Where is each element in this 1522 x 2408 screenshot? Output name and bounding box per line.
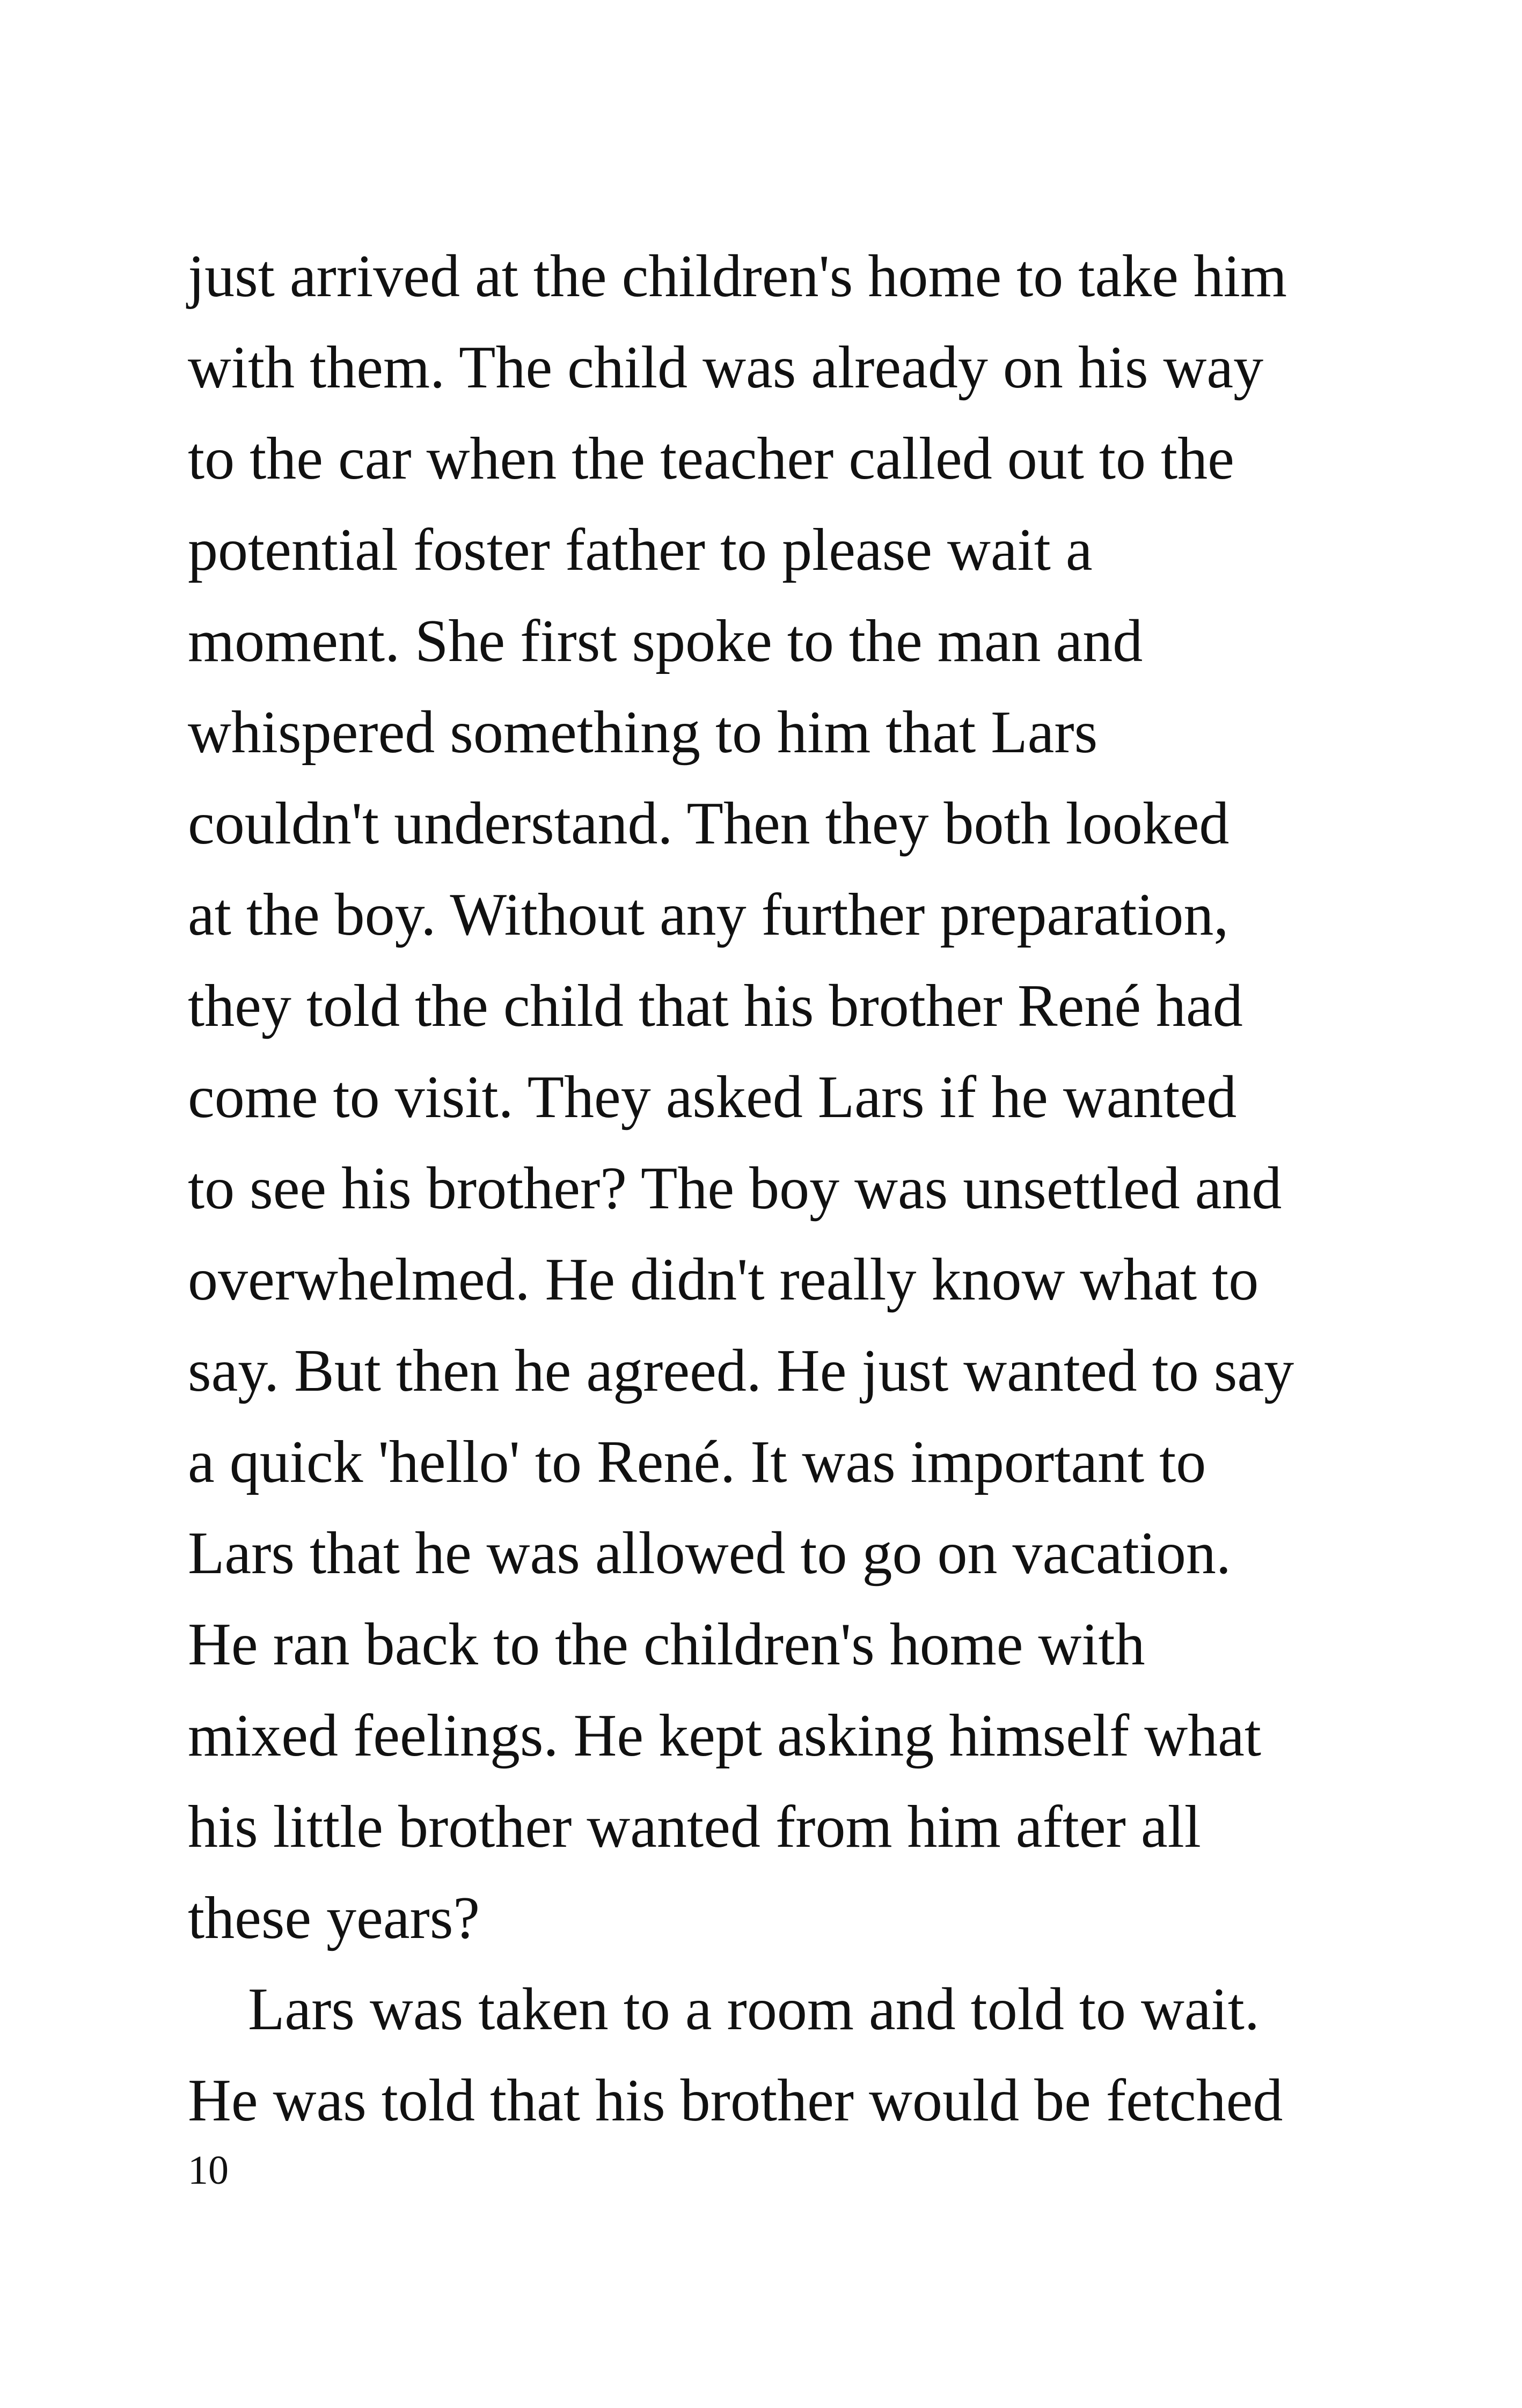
- text-line: these years?: [188, 1885, 480, 1951]
- page-number: 10: [188, 2148, 229, 2193]
- paragraph-start-line: Lars was taken to a room and told to wait.: [248, 1976, 1260, 2043]
- text-line: they told the child that his brother René had: [188, 973, 1243, 1039]
- text-line: whispered something to him that Lars: [188, 699, 1098, 766]
- text-line: to see his brother? The boy was unsettled and: [188, 1155, 1282, 1222]
- text-line: say. But then he agreed. He just wanted to say: [188, 1338, 1294, 1404]
- text-line: with them. The child was already on his way: [188, 334, 1264, 401]
- text-line: couldn't understand. Then they both looked: [188, 790, 1230, 857]
- text-line: potential foster father to please wait a: [188, 517, 1093, 583]
- text-line: to the car when the teacher called out to the: [188, 425, 1234, 492]
- text-line: come to visit. They asked Lars if he wanted: [188, 1064, 1237, 1130]
- text-line: at the boy. Without any further preparation,: [188, 882, 1229, 948]
- text-line: Lars that he was allowed to go on vacation.: [188, 1520, 1231, 1587]
- text-line: moment. She first spoke to the man and: [188, 608, 1143, 674]
- text-line: mixed feelings. He kept asking himself what: [188, 1702, 1261, 1769]
- text-line: overwhelmed. He didn't really know what to: [188, 1246, 1259, 1313]
- body-text: [188, 231, 1326, 2146]
- text-line: his little brother wanted from him after all: [188, 1794, 1201, 1860]
- text-line: just arrived at the children's home to take him: [188, 243, 1287, 310]
- text-line: He was told that his brother would be fetched: [188, 2067, 1283, 2134]
- text-line: He ran back to the children's home with: [188, 1611, 1145, 1678]
- text-line: a quick 'hello' to René. It was important to: [188, 1429, 1206, 1495]
